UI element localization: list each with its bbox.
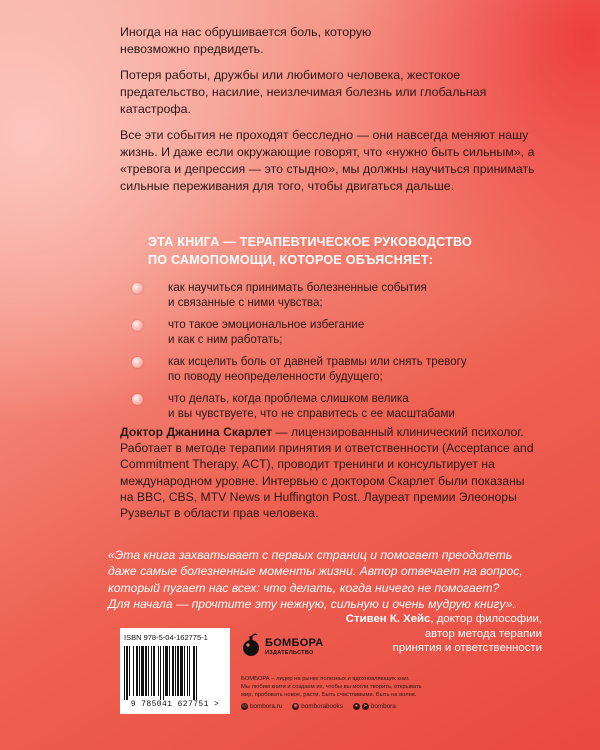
barcode-bar — [136, 646, 138, 696]
social-website[interactable] — [241, 703, 282, 710]
barcode-bar — [148, 646, 149, 696]
barcode-bar — [184, 646, 185, 696]
bullet-line: что делать, когда проблема слишком велика — [168, 392, 409, 405]
bullet-dot-icon — [132, 283, 143, 294]
instagram-icon: ◉ — [293, 703, 298, 709]
bullet-dot-icon — [132, 394, 143, 405]
barcode-bar — [175, 646, 176, 696]
author-name: Доктор Джанина Скарлет — [120, 425, 273, 439]
barcode-bar — [124, 646, 125, 700]
intro-paragraph-1: Иногда на нас обрушивается боль, которую невозможно предвидеть. — [120, 25, 372, 56]
barcode-bar — [141, 646, 144, 696]
bullet-dot-icon — [132, 357, 143, 368]
barcode-panel — [120, 628, 230, 714]
heading-line-2: ПО САМОПОМОЩИ, КОТОРОЕ ОБЪЯСНЯЕТ: — [148, 253, 433, 267]
globe-icon: ◎ — [242, 703, 247, 709]
quote-line: «Эта книга захватывает с первых страниц и помогает преодолеть — [108, 548, 513, 562]
list-item — [132, 354, 552, 384]
social-label: bombora.ru — [250, 703, 283, 710]
social-instagram[interactable] — [292, 703, 343, 710]
barcode-bar — [169, 646, 170, 696]
publisher-desc-line: БОМБОРА – лидер на рынке полезных и вдохновляющих книг. — [241, 676, 410, 682]
barcode-bar — [126, 646, 128, 700]
attribution-author: Стивен К. Хейс — [345, 613, 431, 625]
telegram-icon: ➤ — [363, 703, 368, 709]
quote-line: Для начала — прочтите эту нежную, сильную и очень мудрую книгу». — [108, 597, 516, 612]
barcode-bar — [189, 646, 190, 696]
publisher-name: БОМБОРА — [265, 637, 324, 649]
publisher-desc-line: Мы любим книги и создаем их, чтобы вы могли творить, открывать — [241, 684, 422, 690]
bullet-line: и вы чувствуете, что не справитесь с ее масштабами — [168, 407, 455, 420]
publisher-desc-line: мир, пробовать новое, расти. Быть счастливыми. Быть на волне. — [241, 692, 417, 698]
barcode-bar — [177, 646, 179, 696]
attribution-credential: , доктор философии, — [430, 613, 542, 625]
publisher-socials — [241, 703, 396, 710]
list-item — [132, 317, 552, 347]
barcode-bar — [187, 646, 188, 696]
attribution-line-2: автор метода терапии — [424, 627, 542, 640]
intro-paragraph-2: Потеря работы, дружбы или любимого человека, жестокое предательство, насилие, неизлечимая болезнь или глобальная катастрофа. — [120, 68, 487, 116]
intro-text — [120, 24, 540, 204]
barcode-bar — [172, 646, 174, 696]
barcode-bar — [139, 646, 140, 696]
list-item — [132, 391, 552, 421]
quote-attribution — [346, 612, 542, 656]
attribution-line-3: принятия и ответственности — [392, 642, 542, 654]
social-label: bomborabooks — [301, 703, 343, 710]
social-vk-telegram[interactable] — [353, 703, 396, 710]
quote-line: который пугает нас всех: что делать, когда ничего не помогает? — [108, 580, 500, 595]
bullet-line: как научиться принимать болезненные события — [168, 281, 427, 294]
publisher-description — [241, 675, 441, 699]
section-heading — [148, 233, 548, 269]
quote-line: даже самые болезненные моменты жизни. Автор отвечает на вопрос, — [108, 564, 523, 579]
barcode-bar — [153, 646, 155, 696]
intro-paragraph-3: Все эти события не проходят бесследно — они навсегда меняют нашу жизнь. И даже если окружающие говорят, что «нужно быть сильным», а «тревога и депрессия — это стыдно», мы должны научиться принимать сильные переживания для того, чтобы двигаться дальше. — [120, 128, 535, 193]
bullet-line: по поводу неопределенности будущего; — [168, 370, 383, 383]
author-bio-text: — лицензированный клинический психолог. Работает в методе терапии принятия и ответственности (Acceptance and Commitment Therapy, ACT), проводит тренинги и консультирует на международном уровне. Интервью с доктором Скарлет были показаны на BBC, CBS, MTV News и Huffington Post. Лауреат премии Элеоноры Рузвельт в области прав человека. — [120, 425, 534, 521]
ean-number: 9 785041 627751 > — [130, 700, 220, 709]
barcode-bar — [180, 646, 183, 696]
barcode-bar — [160, 646, 161, 700]
barcode-bar — [145, 646, 147, 696]
bullet-line: и как с ним работать; — [168, 333, 283, 346]
social-label: bombora — [370, 703, 396, 710]
endorsement-quote — [108, 547, 548, 613]
barcode-bar — [193, 646, 195, 700]
attribution-line-1 — [346, 612, 542, 627]
barcode-bar — [129, 646, 130, 696]
bullet-line: что такое эмоциональное избегание — [168, 318, 365, 331]
bullet-line: как исцелить боль от давней травмы или снять тревогу — [168, 355, 467, 368]
publisher-logo — [241, 632, 324, 668]
barcode-bar — [165, 646, 168, 696]
bombora-logo-icon — [241, 632, 261, 658]
isbn-label: ISBN 978-5-04-162775-1 — [124, 633, 208, 642]
barcode-bar — [163, 646, 164, 700]
heading-line-1: ЭТА КНИГА — ТЕРАПЕВТИЧЕСКОЕ РУКОВОДСТВО — [148, 235, 472, 249]
barcode-bar — [158, 646, 159, 696]
author-bio — [120, 424, 540, 521]
bullet-list — [132, 280, 552, 428]
list-item — [132, 280, 552, 310]
bullet-line: и связанные с ними чувства; — [168, 296, 323, 309]
vk-icon: ● — [354, 703, 358, 709]
barcode-bar — [151, 646, 152, 696]
barcode-bar — [133, 646, 134, 696]
bullet-dot-icon — [132, 320, 143, 331]
publisher-subtitle: ИЗДАТЕЛЬСТВО — [265, 650, 314, 656]
barcode-bar — [196, 646, 197, 700]
barcode-icon — [124, 646, 226, 700]
